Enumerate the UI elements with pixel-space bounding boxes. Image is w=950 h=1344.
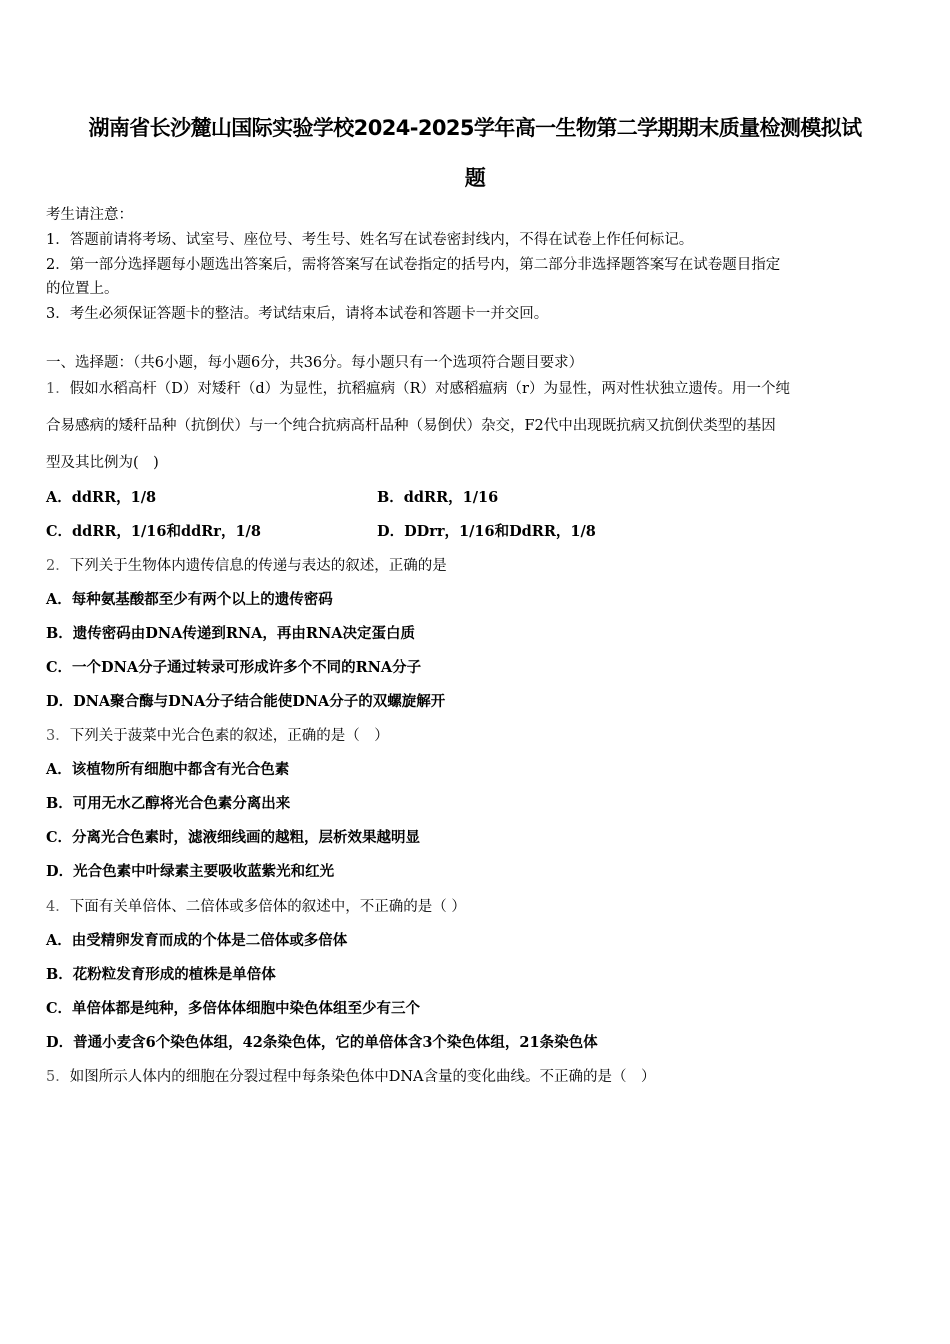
question-2 xyxy=(46,554,447,575)
q3-option-d: D．光合色素中叶绿素主要吸收蓝紫光和红光 xyxy=(46,863,335,880)
question-1-stem-line2: 合易感病的矮秆品种（抗倒伏）与一个纯合抗病高杆品种（易倒伏）杂交，F2代中出现既抗病又抗倒伏类型的基因 xyxy=(46,418,776,434)
section-heading: 一、选择题：（共6小题，每小题6分，共36分。每小题只有一个选项符合题目要求） xyxy=(46,355,584,371)
exam-title-line2: 题 xyxy=(464,166,486,190)
question-4 xyxy=(46,895,466,916)
notice-item-1: 1．答题前请将考场、试室号、座位号、考生号、姓名写在试卷密封线内，不得在试卷上作任何标记。 xyxy=(46,232,694,248)
q4-option-b: B．花粉粒发育形成的植株是单倍体 xyxy=(46,966,276,983)
exam-title-line1: 湖南省长沙麓山国际实验学校2024-2025学年高一生物第二学期期末质量检测模拟试 xyxy=(88,116,862,140)
question-stem: 如图所示人体内的细胞在分裂过程中每条染色体中DNA含量的变化曲线。不正确的是（ ） xyxy=(69,1069,656,1085)
q4-option-c: C．单倍体都是纯种，多倍体体细胞中染色体组至少有三个 xyxy=(46,1000,421,1017)
notice-heading: 考生请注意： xyxy=(46,207,133,223)
question-stem: 下列关于菠菜中光合色素的叙述，正确的是（ ） xyxy=(69,728,389,744)
question-3 xyxy=(46,724,389,745)
notice-item-2-cont: 的位置上。 xyxy=(46,281,119,297)
q2-option-c: C．一个DNA分子通过转录可形成许多个不同的RNA分子 xyxy=(46,659,422,676)
q1-option-a: A．ddRR，1/8 xyxy=(46,489,157,506)
question-number: 2． xyxy=(46,558,70,574)
notice-item-3: 3．考生必须保证答题卡的整洁。考试结束后，请将本试卷和答题卡一并交回。 xyxy=(46,306,549,322)
q2-option-a: A．每种氨基酸都至少有两个以上的遗传密码 xyxy=(46,591,333,608)
question-1 xyxy=(46,377,790,398)
question-number: 3． xyxy=(46,728,70,744)
question-stem: 假如水稻高杆（D）对矮秆（d）为显性，抗稻瘟病（R）对感稻瘟病（r）为显性，两对性状独立遗传。用一个纯 xyxy=(69,381,790,397)
q3-option-b: B．可用无水乙醇将光合色素分离出来 xyxy=(46,795,291,812)
q4-option-a: A．由受精卵发育而成的个体是二倍体或多倍体 xyxy=(46,932,348,949)
question-number: 1． xyxy=(46,381,70,397)
q3-option-a: A．该植物所有细胞中都含有光合色素 xyxy=(46,761,290,778)
q4-option-d: D．普通小麦含6个染色体组，42条染色体，它的单倍体含3个染色体组，21条染色体 xyxy=(46,1034,598,1051)
q2-option-b: B．遗传密码由DNA传递到RNA，再由RNA决定蛋白质 xyxy=(46,625,415,642)
notice-item-2: 2．第一部分选择题每小题选出答案后，需将答案写在试卷指定的括号内，第二部分非选择题答案写在试卷题目指定 xyxy=(46,257,781,273)
question-stem: 下列关于生物体内遗传信息的传递与表达的叙述，正确的是 xyxy=(69,558,447,574)
q2-option-d: D．DNA聚合酶与DNA分子结合能使DNA分子的双螺旋解开 xyxy=(46,693,446,710)
question-number: 5． xyxy=(46,1069,70,1085)
q1-option-b: B．ddRR，1/16 xyxy=(377,489,499,506)
question-5 xyxy=(46,1065,656,1086)
question-stem: 下面有关单倍体、二倍体或多倍体的叙述中，不正确的是（ ） xyxy=(69,899,466,915)
question-1-stem-line3: 型及其比例为( ) xyxy=(46,455,159,471)
q1-option-c: C．ddRR，1/16和ddRr，1/8 xyxy=(46,523,261,540)
q3-option-c: C．分离光合色素时，滤液细线画的越粗，层析效果越明显 xyxy=(46,829,421,846)
q1-option-d: D．DDrr，1/16和DdRR，1/8 xyxy=(377,523,596,540)
question-number: 4． xyxy=(46,899,70,915)
